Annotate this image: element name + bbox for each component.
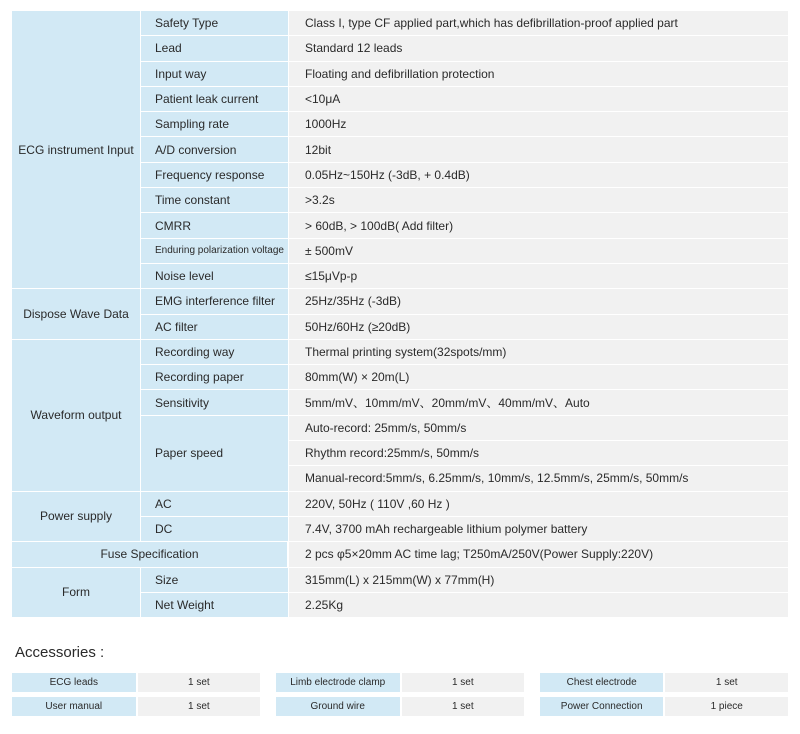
spec-label: Size <box>141 568 288 593</box>
spec-value: 220V, 50Hz ( 110V ,60 Hz ) <box>288 492 788 517</box>
spec-label: Sensitivity <box>141 390 288 415</box>
spec-label: CMRR <box>141 213 288 238</box>
spec-label: Noise level <box>141 264 288 289</box>
spec-label: Input way <box>141 62 288 87</box>
accessory-name: User manual <box>12 697 136 716</box>
accessory-qty: 1 set <box>402 697 525 716</box>
spec-value: 50Hz/60Hz (≥20dB) <box>288 315 788 340</box>
category-ecg-input: ECG instrument Input <box>12 11 141 289</box>
spec-label: EMG interference filter <box>141 289 288 314</box>
accessories-title: Accessories : <box>15 644 105 661</box>
accessory-name: Power Connection <box>540 697 664 716</box>
accessory-qty: 1 set <box>138 697 261 716</box>
spec-table <box>12 11 788 618</box>
accessory-name: Limb electrode clamp <box>276 673 400 692</box>
spec-value: > 60dB, > 100dB( Add filter) <box>288 213 788 238</box>
spec-value: >3.2s <box>288 188 788 213</box>
spec-row <box>12 542 788 567</box>
spec-value: Class I, type CF applied part,which has defibrillation-proof applied part <box>288 11 788 36</box>
accessories-grid <box>12 673 788 721</box>
category-fuse-specification: Fuse Specification <box>12 542 288 567</box>
spec-value: 25Hz/35Hz (-3dB) <box>288 289 788 314</box>
spec-row <box>12 340 788 365</box>
spec-label-paper-speed: Paper speed <box>141 416 288 492</box>
accessories-row <box>12 673 788 692</box>
spec-label: DC <box>141 517 288 542</box>
spec-label: Sampling rate <box>141 112 288 137</box>
category-waveform-output: Waveform output <box>12 340 141 492</box>
spec-value: Standard 12 leads <box>288 36 788 61</box>
spec-value: 80mm(W) × 20m(L) <box>288 365 788 390</box>
spec-row <box>12 568 788 593</box>
spec-value: 2.25Kg <box>288 593 788 618</box>
spec-label: Recording paper <box>141 365 288 390</box>
spec-value: Manual-record:5mm/s, 6.25mm/s, 10mm/s, 12.5mm/s, 25mm/s, 50mm/s <box>288 466 788 491</box>
spec-label: Patient leak current <box>141 87 288 112</box>
spec-row <box>12 289 788 314</box>
accessory-name: Chest electrode <box>540 673 664 692</box>
accessory-qty: 1 set <box>138 673 261 692</box>
category-form: Form <box>12 568 141 619</box>
spec-row <box>12 492 788 517</box>
accessories-row <box>12 697 788 716</box>
spec-value: 0.05Hz~150Hz (-3dB, + 0.4dB) <box>288 163 788 188</box>
spec-value: Rhythm record:25mm/s, 50mm/s <box>288 441 788 466</box>
spec-label: AC <box>141 492 288 517</box>
spec-value: 1000Hz <box>288 112 788 137</box>
spec-label: Time constant <box>141 188 288 213</box>
spec-value: ≤15μVp-p <box>288 264 788 289</box>
accessory-name: ECG leads <box>12 673 136 692</box>
accessory-qty: 1 set <box>665 673 788 692</box>
spec-label: Enduring polarization voltage <box>141 239 288 264</box>
accessory-qty: 1 piece <box>665 697 788 716</box>
spec-value: 5mm/mV、10mm/mV、20mm/mV、40mm/mV、Auto <box>288 390 788 415</box>
spec-label: Frequency response <box>141 163 288 188</box>
spec-value: Auto-record: 25mm/s, 50mm/s <box>288 416 788 441</box>
category-power-supply: Power supply <box>12 492 141 543</box>
spec-label: Safety Type <box>141 11 288 36</box>
spec-value: Floating and defibrillation protection <box>288 62 788 87</box>
spec-value: <10μA <box>288 87 788 112</box>
spec-value: 315mm(L) x 215mm(W) x 77mm(H) <box>288 568 788 593</box>
spec-value: 2 pcs φ5×20mm AC time lag; T250mA/250V(Power Supply:220V) <box>288 542 788 567</box>
spec-label: Lead <box>141 36 288 61</box>
spec-value: ± 500mV <box>288 239 788 264</box>
accessory-qty: 1 set <box>402 673 525 692</box>
spec-value: 7.4V, 3700 mAh rechargeable lithium polymer battery <box>288 517 788 542</box>
spec-label: AC filter <box>141 315 288 340</box>
spec-value: Thermal printing system(32spots/mm) <box>288 340 788 365</box>
spec-label: A/D conversion <box>141 137 288 162</box>
spec-value: 12bit <box>288 137 788 162</box>
spec-label: Net Weight <box>141 593 288 618</box>
category-dispose-wave-data: Dispose Wave Data <box>12 289 141 340</box>
accessory-name: Ground wire <box>276 697 400 716</box>
spec-row <box>12 11 788 36</box>
spec-label: Recording way <box>141 340 288 365</box>
